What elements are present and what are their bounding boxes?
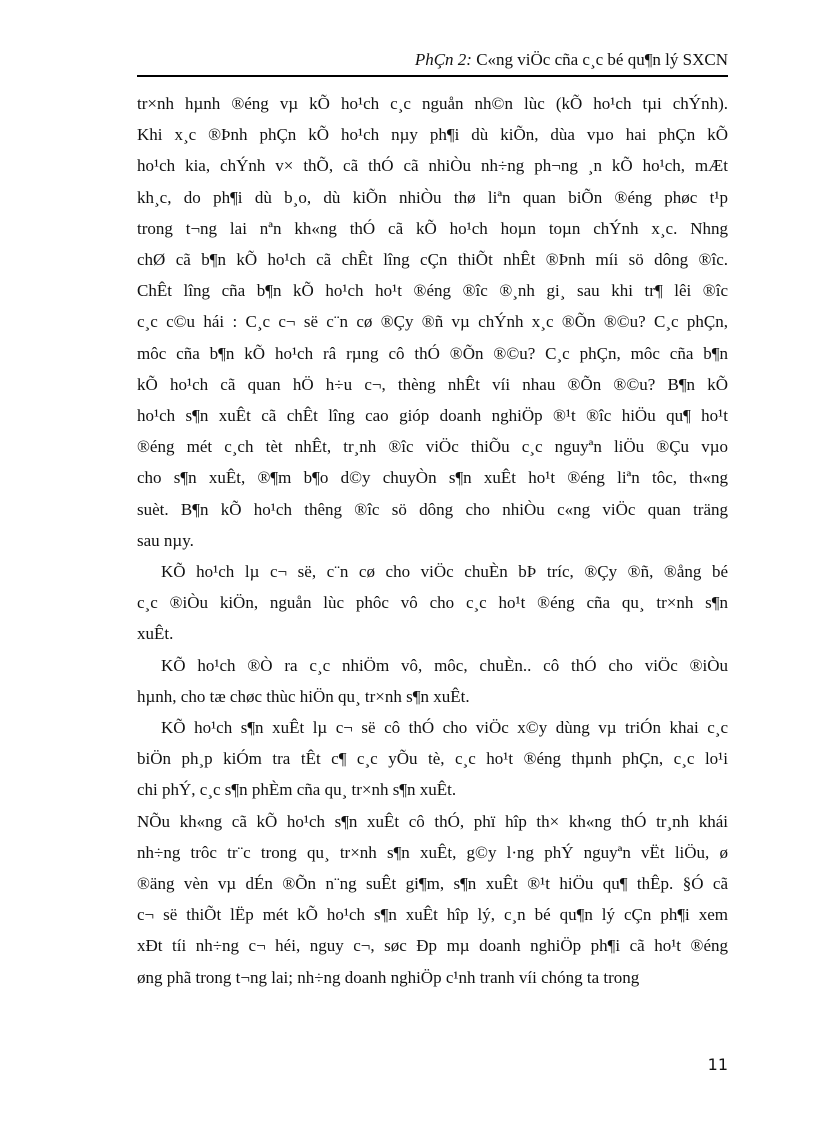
paragraph (137, 556, 728, 650)
page-number: 11 (707, 1055, 728, 1074)
text-line: kh¸c, do ph¶i dù b¸o, dù kiÕn nhiÒu thø liªn quan biÕn ®éng phøc t¹p (137, 187, 728, 207)
text-line: xÐt tíi nh÷ng c¬ héi, nguy c¬, søc Ðp mµ doanh nghiÖp ph¶i cã ho¹t ®éng (137, 936, 728, 956)
text-line: hµnh, cho tæ chøc thùc hiÖn qu¸ tr×nh s¶n xuÊt. (137, 686, 470, 706)
text-line: môc cña b¶n kÕ ho¹ch râ rµng cô thÓ ®Õn ®©u? C¸c phÇn, môc cña b¶n (137, 343, 728, 363)
text-line: kÕ ho¹ch cã quan hÖ h÷u c¬, thèng nhÊt víi nhau ®Õn ®©u? B¶n kÕ (137, 374, 728, 394)
text-line: c¸c c©u hái : C¸c c¬ së c¨n cø ®Çy ®ñ vµ chÝnh x¸c ®Õn ®©u? C¸c phÇn, (137, 312, 728, 332)
text-line: ho¹ch s¶n xuÊt cã chÊt lîng cao gióp doanh nghiÖp ®¹t ®îc hiÖu qu¶ ho¹t (137, 406, 728, 426)
text-line: Khi x¸c ®Þnh phÇn kÕ ho¹ch nµy ph¶i dù kiÕn, dùa vµo hai phÇn kÕ (137, 125, 728, 145)
header-rule (137, 75, 728, 77)
text-line: ®éng mét c¸ch tèt nhÊt, tr¸nh ®îc viÖc thiÕu c¸c nguyªn liÖu ®Çu vµo (137, 437, 728, 457)
text-line: tr×nh hµnh ®éng vµ kÕ ho¹ch c¸c nguån nh©n lùc (kÕ ho¹ch tµi chÝnh). (137, 94, 728, 113)
text-line: chi phÝ, c¸c s¶n phÈm cña qu¸ tr×nh s¶n xuÊt. (137, 780, 457, 800)
text-line: øng phã trong t¬ng lai; nh÷ng doanh nghiÖp c¹nh tranh víi chóng ta trong (137, 967, 640, 987)
text-line: ChÊt lîng cña b¶n kÕ ho¹ch ho¹t ®éng ®îc ®¸nh gi¸ sau khi tr¶ lêi ®îc (137, 281, 728, 301)
paragraph (137, 650, 728, 712)
paragraph (137, 712, 728, 806)
text-line: suèt. B¶n kÕ ho¹ch thêng ®îc sö dông cho nhiÒu c«ng viÖc quan träng (137, 499, 728, 519)
text-line: xuÊt. (137, 624, 174, 644)
body-text (137, 88, 728, 993)
text-line: ho¹ch kia, chÝnh v× thÕ, cã thÓ cã nhiÒu nh÷ng ph¬ng ¸n kÕ ho¹ch, mÆt (137, 156, 728, 176)
text-line: KÕ ho¹ch lµ c¬ së, c¨n cø cho viÖc chuÈn bÞ tríc, ®Çy ®ñ, ®ång bé (161, 562, 728, 582)
text-line: sau nµy. (137, 530, 194, 550)
paragraph (137, 88, 728, 556)
text-line: NÕu kh«ng cã kÕ ho¹ch s¶n xuÊt cô thÓ, phï hîp th× kh«ng thÓ tr¸nh khái (137, 811, 728, 831)
header-part-label: PhÇn 2: (414, 50, 472, 69)
text-line: KÕ ho¹ch ®Ò ra c¸c nhiÖm vô, môc, chuÈn.. cô thÓ cho viÖc ®iÒu (161, 655, 728, 675)
text-line: nh÷ng trôc tr¨c trong qu¸ tr×nh s¶n xuÊt, g©y l·ng phÝ nguyªn vËt liÖu, ø (137, 842, 728, 862)
text-line: ®äng vèn vµ dÉn ®Õn n¨ng suÊt gi¶m, s¶n xuÊt ®¹t hiÖu qu¶ thÊp. §Ó cã (137, 874, 728, 894)
text-line: chØ cã b¶n kÕ ho¹ch cã chÊt lîng cÇn thiÕt nhÊt ®Þnh míi sö dông ®îc. (137, 250, 728, 270)
text-line: cho s¶n xuÊt, ®¶m b¶o d©y chuyÒn s¶n xuÊt ho¹t ®éng liªn tôc, th«ng (137, 468, 728, 488)
running-header (137, 48, 728, 76)
text-line: KÕ ho¹ch s¶n xuÊt lµ c¬ së cô thÓ cho viÖc x©y dùng vµ triÓn khai c¸c (161, 718, 728, 738)
paragraph (137, 806, 728, 993)
text-line: trong t¬ng lai nªn kh«ng thÓ cã kÕ ho¹ch hoµn toµn chÝnh x¸c. Nhng (137, 218, 728, 238)
text-line: biÖn ph¸p kiÓm tra tÊt c¶ c¸c yÕu tè, c¸c ho¹t ®éng thµnh phÇn, c¸c lo¹i (137, 749, 728, 769)
header-title: C«ng viÖc cña c¸c bé qu¶n lý SXCN (471, 50, 728, 69)
text-line: c¬ së thiÕt lËp mét kÕ ho¹ch s¶n xuÊt hîp lý, c¸n bé qu¶n lý cÇn ph¶i xem (137, 905, 728, 925)
text-line: c¸c ®iÒu kiÖn, nguån lùc phôc vô cho c¸c ho¹t ®éng cña qu¸ tr×nh s¶n (137, 593, 728, 613)
